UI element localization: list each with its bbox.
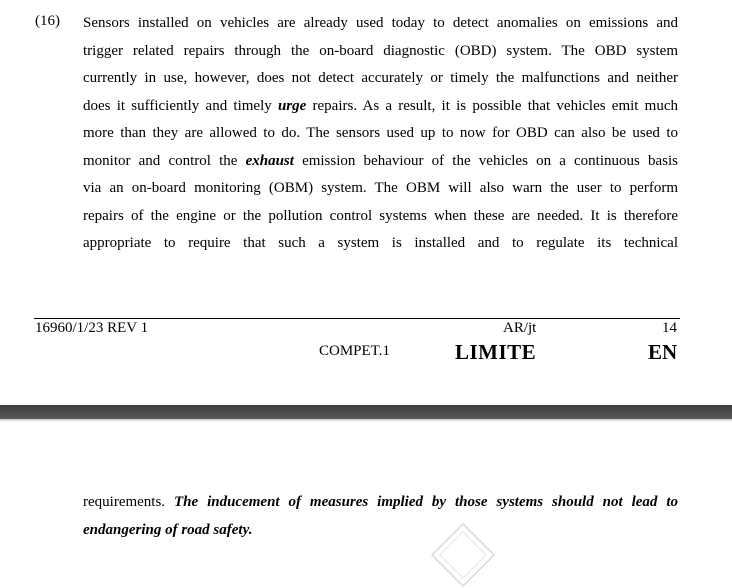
text-line (83, 13, 678, 41)
language-code: EN (648, 340, 678, 364)
text-span: requirements. (83, 494, 174, 510)
text-line (83, 123, 678, 151)
text-line (83, 96, 678, 124)
text-span: emission behaviour of the vehicles on a continuous basis (293, 152, 678, 169)
paragraph-number: (16) (35, 13, 60, 29)
text-span: monitor and control the (83, 152, 246, 169)
text-line (83, 206, 678, 234)
emphasis-text: endangering of road safety. (83, 522, 253, 538)
text-line (83, 494, 678, 511)
text-line (83, 68, 678, 96)
text-span: Sensors installed on vehicles are already used today to detect anomalies on emissions and (83, 15, 678, 31)
text-span: repairs. As a result, it is possible that vehicles emit much (306, 97, 678, 114)
page-number: 14 (662, 320, 677, 336)
emphasis-word: exhaust (245, 152, 294, 169)
document-reference: 16960/1/23 REV 1 (35, 320, 149, 336)
watermark-diamond (430, 522, 496, 588)
text-span: more than they are allowed to do. The sensors used up to now for OBD can also be used to (83, 125, 678, 141)
emphasis-text: The inducement of measures implied by those systems should not lead to (173, 494, 678, 510)
paragraph-body (83, 13, 678, 261)
text-span: repairs of the engine or the pollution control systems when these are needed. It is therefore (83, 207, 678, 224)
text-span: currently in use, however, does not detect accurately or timely the malfunctions and neither (83, 70, 678, 86)
classification-label: LIMITE (455, 340, 537, 364)
text-line (83, 522, 252, 539)
text-span: trigger related repairs through the on-board diagnostic (OBD) system. The OBD system (83, 42, 678, 59)
text-span: via an on-board monitoring (OBM) system. The OBM will also warn the user to perform (83, 180, 678, 196)
author-initials: AR/jt (503, 320, 537, 336)
footer-rule (34, 318, 680, 319)
page-separator (0, 405, 732, 419)
text-line (83, 151, 678, 179)
page-separator-shadow (0, 419, 732, 422)
text-span: appropriate to require that such a system is installed and to regulate its technical (83, 235, 678, 251)
emphasis-word: urge (277, 97, 307, 114)
text-span: does it sufficiently and timely (83, 97, 278, 114)
directorate-code: COMPET.1 (319, 343, 390, 359)
text-line (83, 233, 678, 261)
text-line (83, 178, 678, 206)
text-line (83, 41, 678, 69)
